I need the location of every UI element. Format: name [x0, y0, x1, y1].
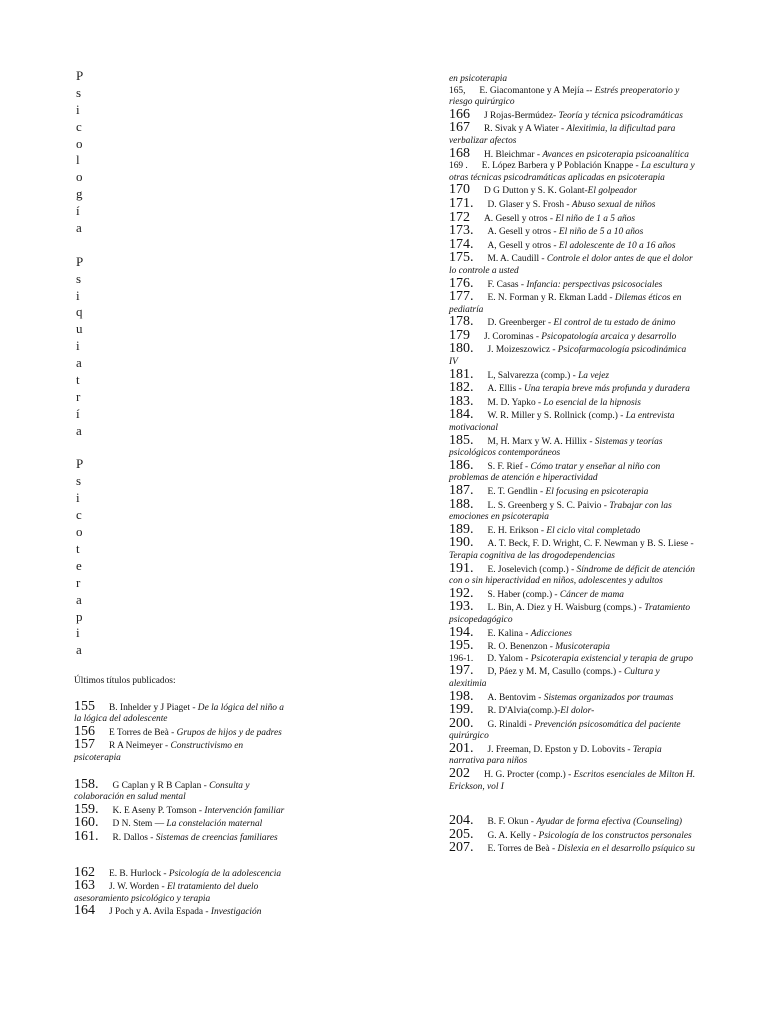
entry-title: Adicciones: [530, 628, 572, 639]
entry-number: 168: [449, 145, 470, 161]
list-item: [449, 665, 697, 690]
entry-number: 192.: [449, 585, 474, 601]
list-item: [449, 457, 697, 485]
entry-title: De la lógica del niño a la lógica del adolescente: [74, 702, 284, 725]
list-item: [74, 801, 286, 818]
entry-author: F. Casas -: [487, 279, 527, 290]
entry-author: R. Dallos -: [112, 832, 156, 843]
entry-author: L, Salvarezza (comp.) -: [487, 370, 579, 381]
entry-title: Avances en psicoterapia psicoanalítica: [542, 149, 689, 160]
entry-number: 201.: [449, 740, 474, 756]
list-item: [449, 86, 697, 109]
entry-number: 193.: [449, 599, 474, 615]
list-item: [449, 161, 697, 184]
entry-title: El focusing en psicoterapia: [545, 487, 649, 497]
vertical-word: P s i c o t e r a p i a: [76, 456, 84, 658]
list-item: [449, 537, 697, 562]
list-item: [449, 209, 697, 226]
list-item: [74, 880, 286, 905]
entry-number: 179: [449, 327, 470, 343]
entry-number: 178.: [449, 314, 474, 330]
list-item: [74, 864, 286, 881]
list-item: [74, 905, 286, 919]
list-item: [449, 715, 697, 743]
list-item: [449, 826, 697, 843]
entry-author: D N. Stem —: [112, 819, 167, 830]
entry-author: A. T. Beck, F. D. Wright, C. F. Newman y B. S. Liese -: [487, 539, 694, 550]
entry-number: 158.: [74, 776, 99, 792]
list-item: [449, 382, 697, 396]
entry-number: 155: [74, 698, 95, 714]
entry-title: El adolescente de 10 a 16 años: [558, 240, 676, 251]
list-item: [449, 184, 697, 198]
entry-title: Investigación: [210, 907, 262, 918]
entry-title: Escritos esenciales de Milton H. Erickson, vol I: [449, 770, 696, 792]
list-item: [449, 291, 697, 316]
entry-number: 202: [449, 766, 470, 782]
list-item: [449, 327, 697, 344]
entry-number: 205.: [449, 826, 474, 842]
entry-title: La vejez: [578, 370, 610, 381]
list-item: [449, 366, 697, 383]
entry-title: Sistemas y teorías psicológicos contemporáneos: [449, 436, 663, 459]
entry-author: M. A. Caudill -: [487, 254, 547, 265]
entry-title: Terapia cognitiva de las drogodependencias: [449, 550, 615, 561]
entry-number: 187.: [449, 483, 474, 498]
entry-number: 190.: [449, 535, 474, 551]
entry-author: R. O. Benenzon -: [487, 642, 556, 653]
entry-author: R. Sivak y A Wiater -: [484, 124, 567, 135]
list-item: [449, 496, 697, 524]
entry-number: 170: [449, 182, 470, 198]
entry-number: 184.: [449, 407, 474, 423]
entry-title: Prevención psicosomática del paciente quirúrgico: [449, 719, 681, 742]
entry-author: G. A. Kelly -: [487, 830, 539, 841]
entry-number: 196-1.: [449, 653, 474, 664]
entry-author: H. G. Procter (comp.) -: [484, 770, 574, 781]
list-item: [74, 723, 286, 740]
entry-author: E. N. Forman y R. Ekman Ladd -: [487, 293, 615, 304]
entry-number: 194.: [449, 624, 474, 640]
entry-title: Cultura y alexitimia: [449, 667, 660, 689]
entry-author: E. Joselevich (comp.) -: [487, 564, 577, 575]
entry-number: 182.: [449, 380, 474, 396]
entry-number: 188.: [449, 496, 474, 512]
entry-author: J. Moizeszowicz -: [487, 345, 558, 356]
left-column: [74, 676, 286, 919]
list-item: [449, 316, 697, 330]
entry-author: R. D'Alvia(comp.)-: [487, 706, 561, 717]
entry-title: Psicoterapia existencial y terapia de grupo: [530, 653, 693, 664]
entry-title: Síndrome de déficit de atención con o sin hiperactividad en niños, adolescentes y adultos: [449, 564, 695, 587]
entry-author: L. S. Greenberg y S. C. Paivio -: [487, 500, 610, 511]
list-item: [74, 817, 286, 831]
entry-author: D. Greenberger -: [487, 318, 554, 329]
entry-number: 163: [74, 878, 95, 894]
entry-title: Psicología de la adolescencia: [168, 868, 282, 879]
entry-author: B. Inhelder y J Piaget -: [109, 702, 198, 713]
entry-title: Consulta y colaboración en salud mental: [74, 780, 250, 803]
entry-number: 207.: [449, 840, 474, 856]
entry-author: E. Kalina -: [487, 628, 531, 639]
entry-title: Cáncer de mama: [559, 589, 624, 600]
entry-author: A. Gesell y otros -: [484, 213, 556, 224]
entry-title: Abuso sexual de niños: [571, 199, 656, 210]
entry-number: 183.: [449, 393, 474, 409]
list-item: [449, 195, 697, 212]
entry-number: 174.: [449, 236, 474, 252]
entry-number: 200.: [449, 715, 474, 731]
entry-author: H. Bleichmar -: [484, 149, 543, 160]
entry-title: Una terapia breve más profunda y duradera: [523, 384, 690, 395]
list-item: [449, 122, 697, 147]
entry-title: Cómo tratar y enseñar al niño con problemas de atención e hiperactividad: [449, 461, 661, 484]
entry-author: D. Yalom -: [487, 653, 531, 664]
entry-title: Dislexia en el desarrollo psíquico su: [557, 844, 695, 855]
entry-number: 177.: [449, 289, 474, 305]
entry-author: K. E Aseny P. Tomson -: [112, 805, 205, 816]
entry-title: Terapia narrativa para niños: [449, 744, 662, 767]
left-entry-list: [74, 698, 286, 919]
entry-title: El tratamiento del duelo asesoramiento psicológico y terapia: [74, 882, 259, 904]
entry-number: 176.: [449, 275, 474, 291]
entry-author: A. Ellis -: [487, 384, 524, 395]
right-entry-list: [449, 74, 697, 856]
entry-title: Psicología de los constructos personales: [538, 830, 692, 841]
entry-author: A, Gesell y otros -: [487, 240, 559, 251]
entry-author: M, H. Marx y W. A. Hillix -: [487, 436, 595, 447]
entry-number: 167: [449, 120, 470, 136]
entry-title: Alexitimia, la dificultad para verbalizar afectos: [449, 124, 676, 146]
entry-number: 157: [74, 737, 95, 753]
entry-author: E. López Barbera y P Población Knappe -: [481, 161, 641, 172]
entry-author: G Caplan y R B Caplan -: [112, 780, 210, 791]
entry-title: Trabajar con las emociones en psicoterapia: [449, 500, 672, 523]
entry-title: El niño de 5 a 10 años: [558, 227, 644, 238]
entry-author: E. T. Gendlin -: [487, 487, 546, 497]
entry-number: 171.: [449, 195, 474, 211]
entry-title: en psicoterapia: [449, 74, 508, 84]
entry-number: 159.: [74, 801, 99, 817]
entry-author: B. F. Okun -: [487, 817, 537, 828]
entry-author: J. W. Worden -: [109, 882, 167, 893]
list-item: [449, 74, 697, 86]
list-item: [449, 521, 697, 538]
list-item: [449, 485, 697, 499]
entry-author: D. Glaser y S. Frosh -: [487, 199, 572, 210]
list-item: [449, 145, 697, 162]
entry-author: E. Torres de Beà -: [487, 844, 558, 855]
entry-title: El niño de 1 a 5 años: [555, 213, 636, 224]
entry-number: 197.: [449, 663, 474, 679]
list-item: [449, 409, 697, 434]
entry-author: E. H. Erikson -: [487, 525, 547, 536]
list-item: [449, 560, 697, 588]
list-item: [74, 698, 286, 726]
entry-number: 164: [74, 903, 95, 919]
entry-author: J Rojas-Bermúdez-: [484, 110, 559, 121]
list-item: [449, 225, 697, 239]
entry-number: 169 .: [449, 161, 468, 172]
list-item: [449, 740, 697, 768]
entry-number: 173.: [449, 223, 474, 239]
entry-title: Sistemas de creencias familiares: [155, 832, 278, 843]
entry-author: E. B. Hurlock -: [109, 868, 169, 879]
entry-number: 166: [449, 106, 470, 122]
entry-title: Grupos de hijos y de padres: [176, 727, 282, 738]
entry-author: J. Freeman, D. Epston y D. Lobovits -: [487, 744, 633, 755]
entry-number: 165,: [449, 85, 466, 96]
entry-title: Lo esencial de la hipnosis: [543, 397, 641, 408]
entry-author: L. Bin, A. Diez y H. Waisburg (comps.) -: [487, 603, 645, 614]
list-item: [449, 842, 697, 856]
entry-title: El ciclo vital completado: [546, 525, 641, 536]
list-item: [74, 828, 286, 845]
entry-author: D G Dutton y S. K. Golant-: [484, 186, 588, 197]
entry-number: 186.: [449, 457, 474, 473]
list-item: [449, 640, 697, 654]
entry-number: 160.: [74, 815, 99, 831]
list-item: [449, 654, 697, 666]
list-item: [449, 275, 697, 292]
entry-author: W. R. Miller y S. Rollnick (comp.) -: [487, 411, 626, 422]
list-item: [449, 815, 697, 829]
entry-number: 156: [74, 723, 95, 739]
list-item: [449, 432, 697, 460]
vertical-series-title: [76, 68, 90, 659]
entry-title: El golpeador: [587, 186, 637, 197]
entry-author: E Torres de Beà -: [109, 727, 177, 738]
entry-title: Controle el dolor antes de que el dolor lo controle a usted: [449, 254, 693, 276]
entry-author: D, Páez y M. M, Casullo (comps.) -: [487, 667, 624, 678]
entry-number: 175.: [449, 250, 474, 266]
entry-title: Teoría y técnica psicodramáticas: [558, 110, 683, 121]
entry-number: 191.: [449, 560, 474, 576]
list-heading: Últimos títulos publicados:: [74, 676, 176, 686]
entry-number: 185.: [449, 432, 474, 448]
list-item: [74, 776, 286, 804]
entry-author: A. Gesell y otros -: [487, 227, 559, 238]
entry-author: E. Giacomantone y A Mejía --: [479, 85, 595, 96]
entry-number: 199.: [449, 702, 474, 718]
entry-title: Dilemas éticos en pediatría: [449, 293, 682, 315]
list-item: [74, 739, 286, 764]
entry-title: La entrevista motivacional: [449, 411, 675, 434]
list-item: [449, 768, 697, 793]
entry-title: El control de tu estado de ánimo: [553, 318, 676, 329]
list-item: [449, 688, 697, 705]
entry-author: M. D. Yapko -: [487, 397, 544, 408]
list-item: [449, 601, 697, 626]
entry-author: A. Bentovim -: [487, 692, 544, 703]
list-item: [449, 393, 697, 410]
list-item: [449, 252, 697, 277]
entry-number: 195.: [449, 638, 474, 654]
list-item: [449, 106, 697, 123]
entry-number: 181.: [449, 366, 474, 382]
entry-title: Sistemas organizados por traumas: [543, 692, 674, 703]
entry-number: 172: [449, 209, 470, 225]
entry-title: Intervención familiar: [204, 805, 285, 816]
entry-title: La escultura y otras técnicas psicodramáticas aplicadas en psicoterapia: [449, 161, 695, 183]
vertical-word: P s i c o l o g í a: [76, 68, 84, 236]
list-item: [449, 624, 697, 641]
list-item: [449, 343, 697, 368]
entry-number: 189.: [449, 521, 474, 537]
entry-author: R A Neimeyer -: [109, 741, 171, 752]
entry-title: Musicoterapia: [555, 642, 610, 653]
entry-author: J Poch y A. Avila Espada -: [109, 907, 211, 918]
entry-number: 204.: [449, 813, 474, 829]
entry-title: Estrés preoperatorio y riesgo quirúrgico: [449, 85, 680, 108]
entry-number: 198.: [449, 688, 474, 704]
entry-title: Tratamiento psicopedagógico: [449, 603, 691, 625]
entry-title: Psicofarmacología psicodinámica IV: [449, 345, 687, 368]
entry-title: Ayudar de forma efectiva (Counseling): [536, 817, 683, 828]
entry-title: La constelación maternal: [166, 819, 263, 830]
entry-author: G. Rinaldi -: [487, 719, 535, 730]
entry-author: S. Haber (comp.) -: [487, 589, 560, 600]
entry-title: Psicopatología arcaica y desarrollo: [541, 331, 677, 342]
entry-number: 161.: [74, 828, 99, 844]
vertical-word: P s i q u i a t r í a: [76, 253, 84, 438]
entry-title: El dolor-: [560, 706, 595, 717]
entry-author: J. Corominas -: [484, 331, 542, 342]
list-item: [449, 704, 697, 718]
list-item: [449, 585, 697, 602]
entry-title: Constructivismo en psicoterapia: [74, 741, 244, 763]
list-item: [449, 236, 697, 253]
entry-author: S. F. Rief -: [487, 461, 531, 472]
right-column: [449, 74, 697, 856]
entry-number: 162: [74, 864, 95, 880]
entry-title: Infancia: perspectivas psicosociales: [526, 279, 663, 290]
entry-number: 180.: [449, 341, 474, 357]
